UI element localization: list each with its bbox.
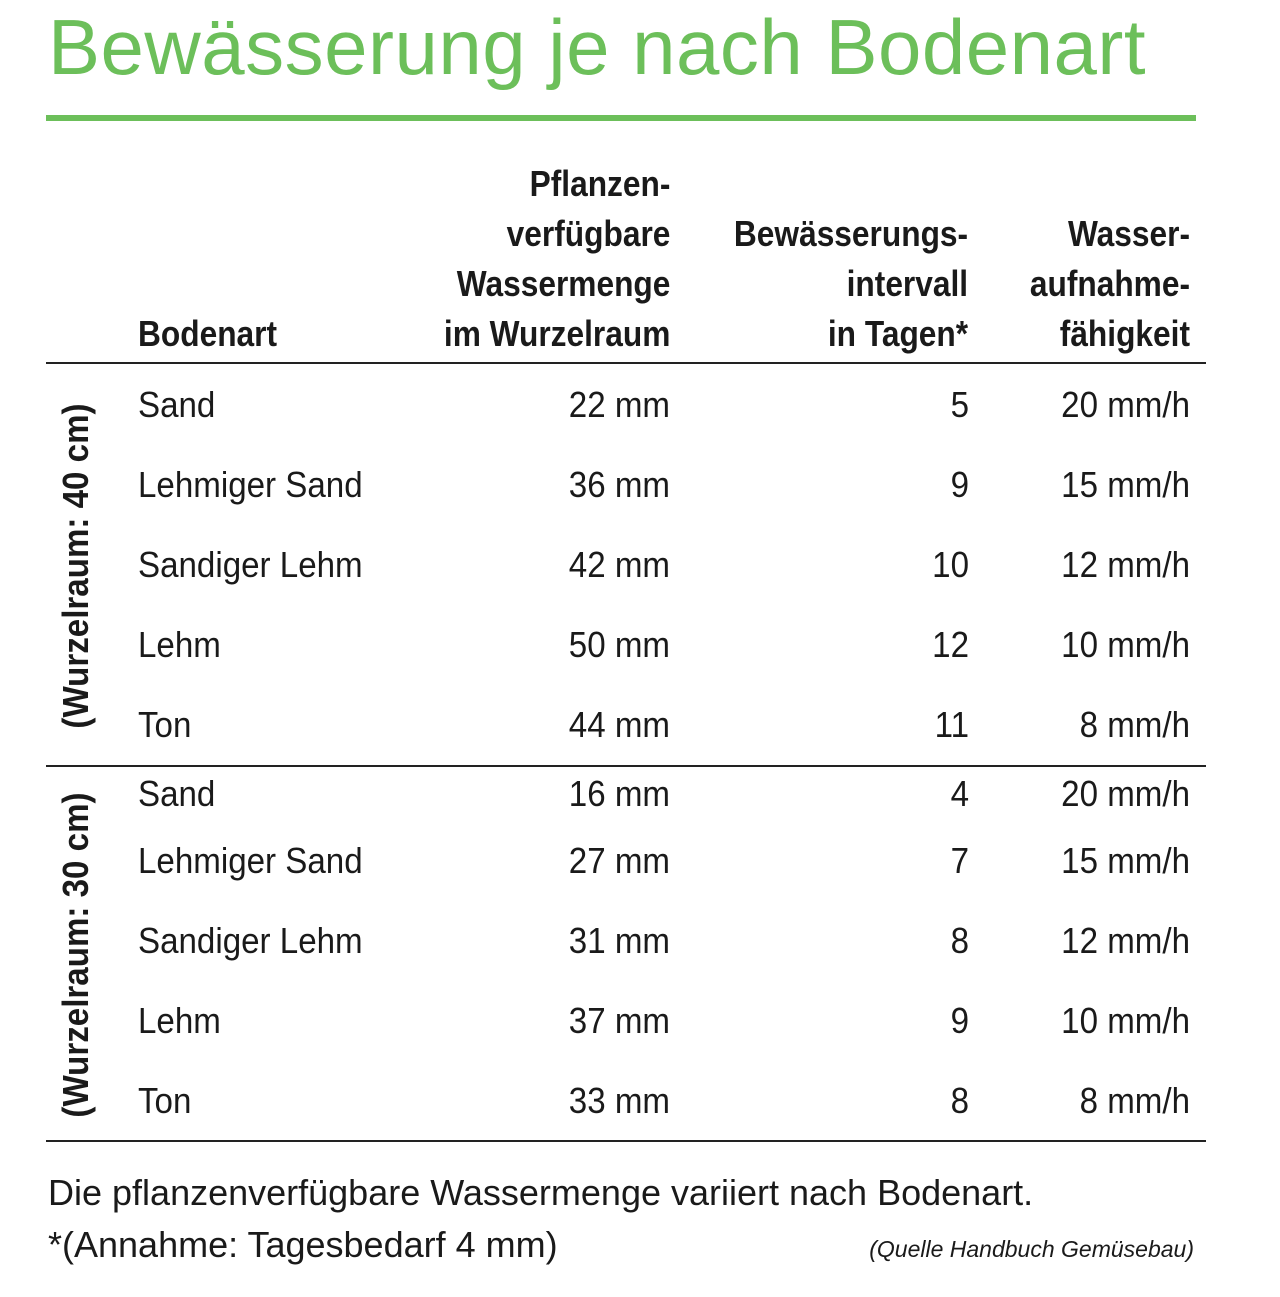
cell-intervall: 12 bbox=[932, 624, 969, 665]
header-bodenart: Bodenart bbox=[138, 313, 278, 354]
cell-aufnahme: 12 mm/h bbox=[1061, 920, 1190, 961]
cell-aufnahme: 15 mm/h bbox=[1061, 840, 1190, 881]
cell-bodenart: Ton bbox=[138, 704, 192, 745]
header-aufnahme: Wasser- aufnahme- fähigkeit bbox=[1029, 213, 1190, 354]
cell-aufnahme: 8 mm/h bbox=[1079, 704, 1190, 745]
cell-aufnahme: 10 mm/h bbox=[1061, 1000, 1190, 1041]
cell-intervall: 5 bbox=[950, 384, 969, 425]
header-intervall: Bewässerungs- intervall in Tagen* bbox=[733, 213, 968, 354]
cell-wassermenge: 50 mm bbox=[568, 624, 670, 665]
cell-intervall: 11 bbox=[934, 704, 969, 745]
cell-intervall: 8 bbox=[950, 1080, 969, 1121]
cell-wassermenge: 22 mm bbox=[568, 384, 670, 425]
cell-wassermenge: 42 mm bbox=[568, 544, 670, 585]
cell-bodenart: Lehm bbox=[138, 624, 221, 665]
cell-aufnahme: 15 mm/h bbox=[1061, 464, 1190, 505]
cell-intervall: 9 bbox=[950, 464, 969, 505]
cell-intervall: 8 bbox=[950, 920, 969, 961]
group-label-40cm: (Wurzelraum: 40 cm) bbox=[55, 403, 96, 729]
cell-wassermenge: 31 mm bbox=[568, 920, 670, 961]
cell-wassermenge: 36 mm bbox=[568, 464, 670, 505]
cell-wassermenge: 27 mm bbox=[568, 840, 670, 881]
cell-wassermenge: 16 mm bbox=[568, 773, 670, 814]
cell-wassermenge: 33 mm bbox=[568, 1080, 670, 1121]
cell-bodenart: Lehm bbox=[138, 1000, 221, 1041]
cell-bodenart: Sand bbox=[138, 384, 216, 425]
cell-aufnahme: 10 mm/h bbox=[1061, 624, 1190, 665]
cell-bodenart: Lehmiger Sand bbox=[138, 464, 363, 505]
header-wassermenge: Pflanzen- verfügbare Wassermenge im Wurzelraum bbox=[443, 163, 670, 354]
header-rule bbox=[46, 362, 1206, 364]
title-underline bbox=[46, 115, 1196, 121]
caption-line-2: *(Annahme: Tagesbedarf 4 mm) bbox=[48, 1224, 558, 1265]
cell-aufnahme: 8 mm/h bbox=[1079, 1080, 1190, 1121]
cell-bodenart: Ton bbox=[138, 1080, 192, 1121]
caption-line-1: Die pflanzenverfügbare Wassermenge variiert nach Bodenart. bbox=[48, 1172, 1034, 1213]
table-bottom-rule bbox=[46, 1140, 1206, 1142]
cell-aufnahme: 20 mm/h bbox=[1061, 384, 1190, 425]
group-divider-rule bbox=[46, 765, 1206, 767]
cell-wassermenge: 37 mm bbox=[568, 1000, 670, 1041]
cell-aufnahme: 12 mm/h bbox=[1061, 544, 1190, 585]
cell-intervall: 10 bbox=[932, 544, 969, 585]
cell-intervall: 7 bbox=[950, 840, 969, 881]
cell-intervall: 4 bbox=[950, 773, 969, 814]
cell-bodenart: Sandiger Lehm bbox=[138, 920, 363, 961]
cell-intervall: 9 bbox=[950, 1000, 969, 1041]
cell-aufnahme: 20 mm/h bbox=[1061, 773, 1190, 814]
cell-wassermenge: 44 mm bbox=[568, 704, 670, 745]
cell-bodenart: Lehmiger Sand bbox=[138, 840, 363, 881]
cell-bodenart: Sandiger Lehm bbox=[138, 544, 363, 585]
cell-bodenart: Sand bbox=[138, 773, 216, 814]
source-note: (Quelle Handbuch Gemüsebau) bbox=[869, 1236, 1194, 1262]
group-label-30cm: (Wurzelraum: 30 cm) bbox=[55, 792, 96, 1118]
page-title: Bewässerung je nach Bodenart bbox=[48, 3, 1147, 91]
